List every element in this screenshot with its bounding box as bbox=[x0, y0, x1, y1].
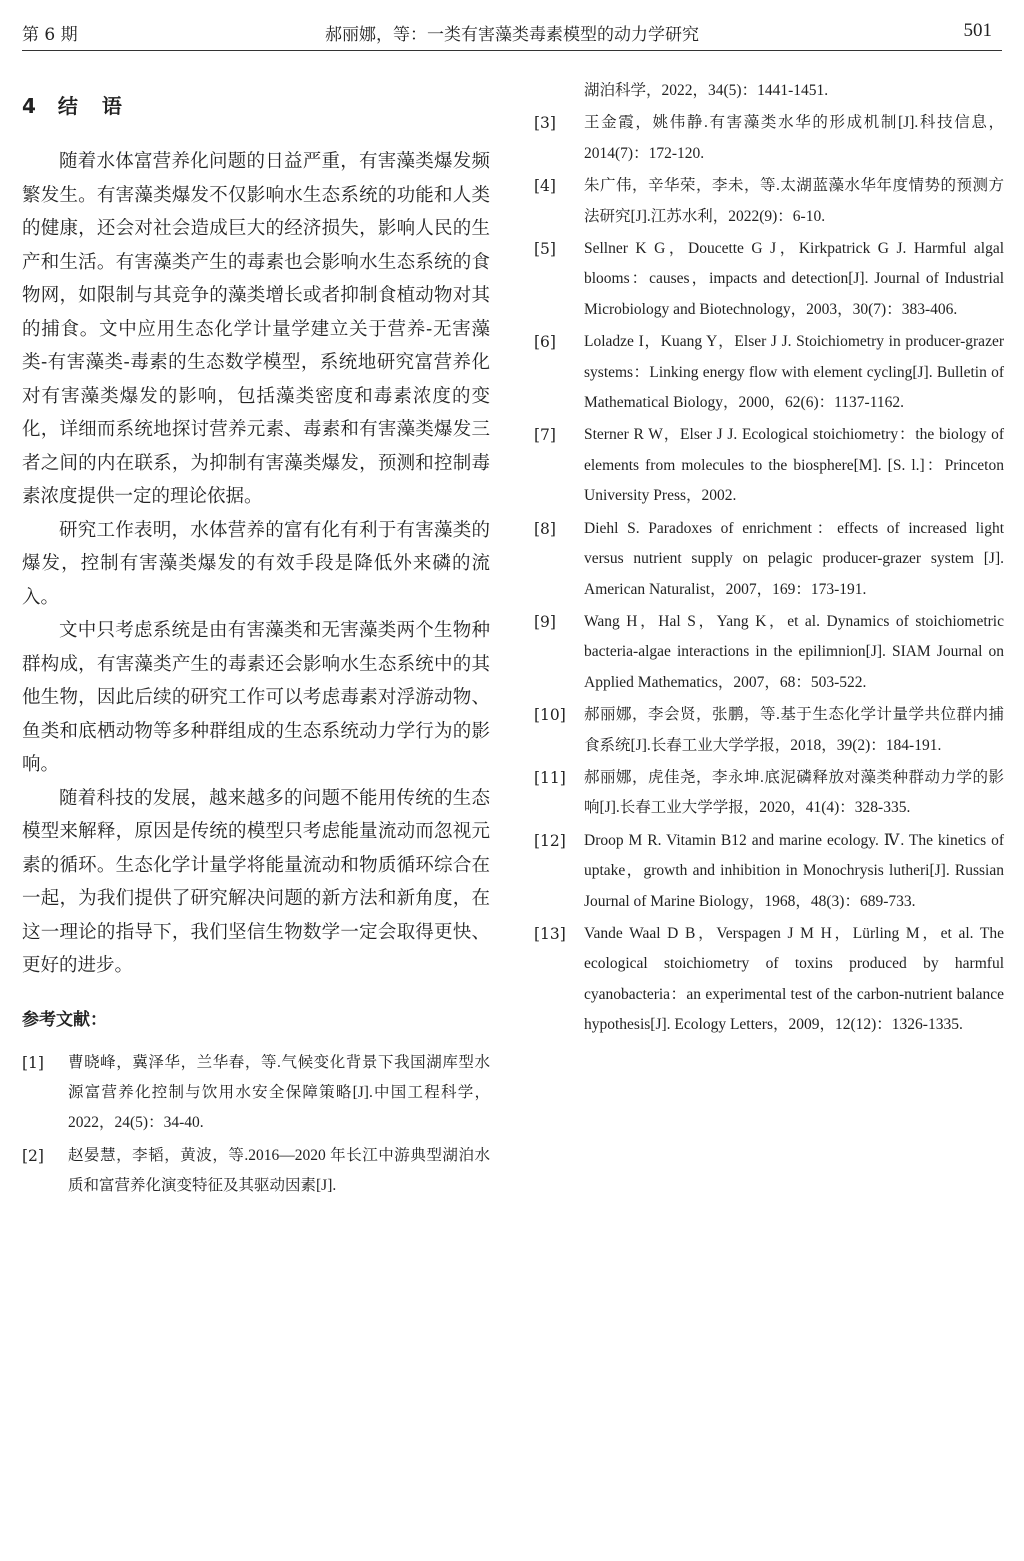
paragraph: 研究工作表明，水体营养的富有化有利于有害藻类的爆发，控制有害藻类爆发的有效手段是降低外来磷的流入。 bbox=[22, 519, 490, 608]
reference-label: [5] bbox=[534, 240, 556, 259]
running-title: 郝丽娜，等：一类有害藻类毒素模型的动力学研究 bbox=[325, 25, 699, 45]
reference-item bbox=[534, 514, 1004, 605]
reference-label: [12] bbox=[534, 831, 566, 850]
reference-item bbox=[22, 1048, 490, 1139]
reference-label: [7] bbox=[534, 426, 556, 445]
reference-label: [1] bbox=[22, 1053, 44, 1072]
reference-text: Sterner R W，Elser J J. Ecological stoichiometry：the biology of elements from molecules to the biosphere[M]. [S. l.]：Princeton University Press，2002. bbox=[584, 426, 1004, 505]
reference-text: 郝丽娜，李会贤，张鹏，等.基于生态化学计量学共位群内捕食系统[J].长春工业大学学报，2018，39(2)：184-191. bbox=[584, 706, 1004, 754]
reference-label: [8] bbox=[534, 519, 556, 538]
reference-label: [13] bbox=[534, 924, 566, 943]
paragraph: 文中只考虑系统是由有害藻类和无害藻类两个生物种群构成，有害藻类产生的毒素还会影响水生态系统中的其他生物，因此后续的研究工作可以考虑毒素对浮游动物、鱼类和底栖动物等多种群组成的生态系统动力学行为的影响。 bbox=[22, 620, 490, 775]
reference-text: Vande Waal D B，Verspagen J M H，Lürling M，et al. The ecological stoichiometry of toxins produced by harmful cyanobacteria：an experimental test of the carbon-nutrient balance hypothesis[J]. Ecology Letters，2009，12(12)：1326-1335. bbox=[584, 924, 1004, 1034]
references-heading: 参考文献： bbox=[22, 1009, 107, 1030]
reference-item bbox=[534, 327, 1004, 418]
reference-label: [9] bbox=[534, 612, 556, 631]
reference-text: Diehl S. Paradoxes of enrichment：effects of increased light versus nutrient supply on pelagic producer-grazer system [J]. American Naturalist，2007，169：173-191. bbox=[584, 519, 1004, 598]
reference-continuation: 湖泊科学，2022，34(5)：1441-1451. bbox=[584, 82, 829, 99]
reference-text: 王金霞，姚伟静.有害藻类水华的形成机制[J].科技信息，2014(7)：172-120. bbox=[584, 114, 1004, 162]
paragraph: 随着水体富营养化问题的日益严重，有害藻类爆发频繁发生。有害藻类爆发不仅影响水生态系统的功能和人类的健康，还会对社会造成巨大的经济损失，影响人民的生产和生活。有害藻类产生的毒素也会影响水生态系统的食物网，如限制与其竞争的藻类增长或者抑制食植动物对其的捕食。文中应用生态化学计量学建立关于营养-无害藻类-有害藻类-毒素的生态数学模型，系统地研究富营养化对有害藻类爆发的影响，包括藻类密度和毒素浓度的变化，详细而系统地探讨营养元素、毒素和有害藻类爆发三者之间的内在联系，为抑制有害藻类爆发，预测和控制毒素浓度提供一定的理论依据。 bbox=[22, 151, 490, 507]
reference-label: [10] bbox=[534, 706, 566, 725]
reference-text: Wang H，Hal S，Yang K，et al. Dynamics of stoichiometric bacteria-algae interactions in the epilimnion[J]. SIAM Journal on Applied Mathematics，2007，68：503-522. bbox=[584, 612, 1004, 691]
reference-item bbox=[534, 763, 1004, 824]
paragraph: 随着科技的发展，越来越多的问题不能用传统的生态模型来解释，原因是传统的模型只考虑能量流动而忽视元素的循环。生态化学计量学将能量流动和物质循环综合在一起，为我们提供了研究解决问题的新方法和新角度，在这一理论的指导下，我们坚信生物数学一定会取得更快、更好的进步。 bbox=[22, 787, 490, 976]
reference-text: Droop M R. Vitamin B12 and marine ecology. Ⅳ. The kinetics of uptake，growth and inhibition in Monochrysis lutheri[J]. Russian Journal of Marine Biology，1968，48(3)：689-733. bbox=[584, 831, 1004, 910]
section-number: 4 bbox=[22, 94, 38, 118]
reference-item bbox=[534, 700, 1004, 761]
reference-text: 赵晏慧，李韬，黄波，等.2016—2020 年长江中游典型湖泊水质和富营养化演变特征及其驱动因素[J]. bbox=[68, 1146, 490, 1195]
reference-text: 郝丽娜，虎佳尧，李永坤.底泥磷释放对藻类种群动力学的影响[J].长春工业大学学报，2020，41(4)：328-335. bbox=[584, 768, 1004, 817]
reference-item bbox=[534, 234, 1004, 325]
section-heading bbox=[22, 90, 490, 119]
reference-text: Sellner K G，Doucette G J，Kirkpatrick G J. Harmful algal blooms：causes，impacts and detection[J]. Journal of Industrial Microbiology and Biotechnology，2003，30(7)：383-406. bbox=[584, 240, 1004, 318]
left-column bbox=[22, 86, 490, 1204]
reference-label: [3] bbox=[534, 114, 556, 133]
reference-text: 朱广伟，辛华荣，李未，等.太湖蓝藻水华年度情势的预测方法研究[J].江苏水利，2022(9)：6-10. bbox=[584, 177, 1004, 225]
section-title: 结 语 bbox=[57, 94, 124, 118]
reference-label: [2] bbox=[22, 1146, 44, 1165]
right-column bbox=[534, 76, 1004, 1043]
reference-text: Loladze I，Kuang Y，Elser J J. Stoichiometry in producer-grazer systems：Linking energy flow with element cycling[J]. Bulletin of Mathematical Biology，2000，62(6)：1137-1162. bbox=[584, 333, 1004, 412]
reference-label: [6] bbox=[534, 333, 556, 352]
page-number: 501 bbox=[963, 20, 992, 41]
reference-item bbox=[534, 171, 1004, 232]
reference-item bbox=[534, 108, 1004, 169]
issue-label: 第 6 期 bbox=[22, 25, 78, 45]
reference-item bbox=[534, 826, 1004, 917]
reference-item bbox=[534, 919, 1004, 1041]
reference-item bbox=[534, 607, 1004, 698]
reference-label: [4] bbox=[534, 177, 556, 196]
reference-item bbox=[534, 420, 1004, 511]
reference-label: [11] bbox=[534, 768, 566, 787]
reference-text: 曹晓峰，冀泽华，兰华春，等.气候变化背景下我国湖库型水源富营养化控制与饮用水安全保障策略[J].中国工程科学，2022，24(5)：34-40. bbox=[68, 1053, 490, 1132]
running-header bbox=[22, 14, 1002, 51]
reference-item bbox=[22, 1141, 490, 1202]
